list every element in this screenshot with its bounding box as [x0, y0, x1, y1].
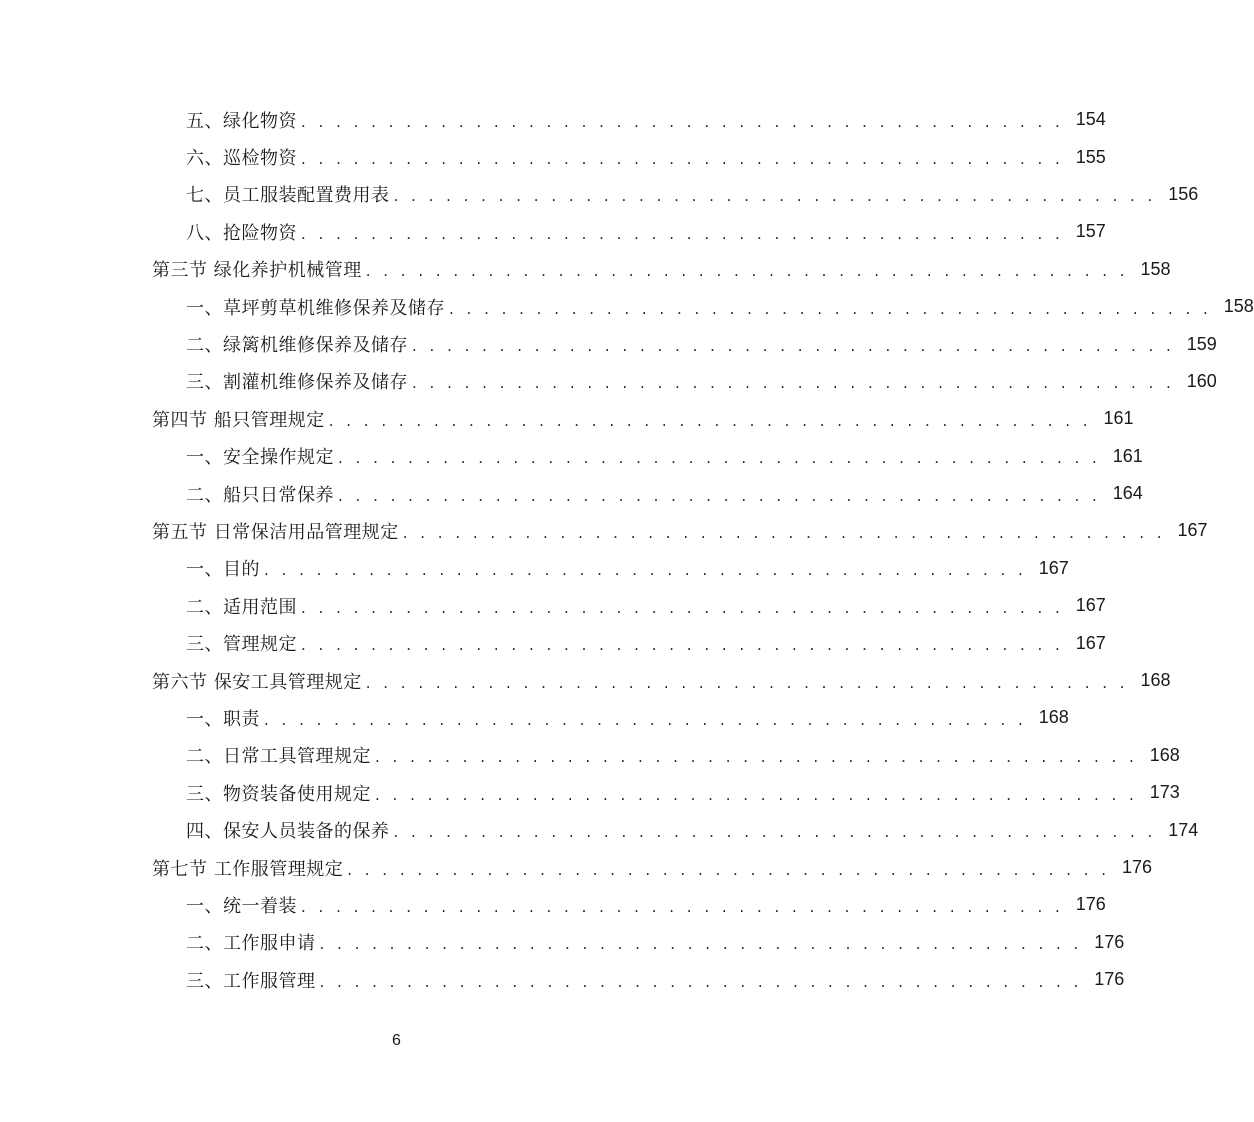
toc-entry[interactable]: [0, 213, 1106, 250]
toc-entry-title: 一、统一着装: [186, 895, 297, 917]
toc-entry[interactable]: [0, 774, 1180, 811]
toc-entry[interactable]: [0, 325, 1217, 362]
toc-entry[interactable]: [0, 138, 1106, 175]
toc-leader-dots: . . . . . . . . . . . . . . . . . . . . . . . . . . . . . . . . . . . . . . . . . . . .: [449, 299, 1212, 318]
toc-leader-dots: . . . . . . . . . . . . . . . . . . . . . . . . . . . . . . . . . . . . . . . . . . . .: [301, 150, 1064, 169]
toc-entry-page: 176: [1094, 969, 1125, 990]
toc-entry[interactable]: [0, 699, 1069, 736]
toc-entry-page: 167: [1038, 557, 1069, 578]
toc-leader-dots: . . . . . . . . . . . . . . . . . . . . . . . . . . . . . . . . . . . . . . . . . . . .: [347, 860, 1111, 879]
toc-entry-page: 155: [1075, 146, 1106, 167]
toc-entry[interactable]: [0, 737, 1180, 774]
toc-entry-page: 158: [1140, 258, 1171, 279]
toc-entry[interactable]: [0, 886, 1106, 923]
toc-entry-page: 173: [1149, 782, 1180, 803]
toc-section-entry[interactable]: [0, 251, 1171, 288]
toc-leader-dots: . . . . . . . . . . . . . . . . . . . . . . . . . . . . . . . . . . . . . . . . . . . .: [402, 523, 1166, 542]
toc-section-entry[interactable]: [0, 849, 1153, 886]
toc-leader-dots: . . . . . . . . . . . . . . . . . . . . . . . . . . . . . . . . . . . . . . . . . . . .: [393, 823, 1157, 842]
toc-leader-dots: . . . . . . . . . . . . . . . . . . . . . . . . . . . . . . . . . . . . . . . . . . . .: [319, 935, 1083, 954]
toc-entry-page: 167: [1075, 632, 1106, 653]
toc-entry-title: 第七节 工作服管理规定: [152, 858, 344, 880]
toc-entry-title: 一、目的: [186, 559, 260, 581]
toc-leader-dots: . . . . . . . . . . . . . . . . . . . . . . . . . . . . . . . . . . . . . . . . . . . .: [365, 262, 1129, 281]
toc-entry-page: 161: [1103, 408, 1134, 429]
toc-entry-page: 159: [1186, 333, 1217, 354]
toc-entry[interactable]: [0, 550, 1069, 587]
toc-entry[interactable]: [0, 438, 1143, 475]
toc-leader-dots: . . . . . . . . . . . . . . . . . . . . . . . . . . . . . . . . . . . . . . . . . . . .: [375, 785, 1138, 804]
toc-entry-title: 七、员工服装配置费用表: [186, 185, 390, 207]
toc-entry-page: 167: [1075, 595, 1106, 616]
toc-entry-title: 一、职责: [186, 708, 260, 730]
toc-entry-page: 160: [1186, 370, 1217, 391]
toc-entry[interactable]: [0, 363, 1217, 400]
toc-entry-title: 第四节 船只管理规定: [152, 409, 325, 431]
toc-entry-page: 156: [1168, 183, 1199, 204]
toc-entry-title: 三、工作服管理: [186, 970, 316, 992]
toc-entry[interactable]: [0, 288, 1254, 325]
toc-entry-title: 二、工作服申请: [186, 933, 316, 955]
toc-leader-dots: . . . . . . . . . . . . . . . . . . . . . . . . . . . . . . . . . . . . . . . . . . . .: [301, 598, 1064, 617]
toc-entry-title: 八、抢险物资: [186, 222, 297, 244]
toc-entry[interactable]: [0, 101, 1106, 138]
toc-entry-title: 一、草坪剪草机维修保养及储存: [186, 297, 445, 319]
toc-entry-page: 154: [1075, 109, 1106, 130]
toc-leader-dots: . . . . . . . . . . . . . . . . . . . . . . . . . . . . . . . . . . . . . . . . . . . .: [264, 710, 1027, 729]
toc-entry-title: 二、适用范围: [186, 596, 297, 618]
toc-entry-title: 二、船只日常保养: [186, 484, 334, 506]
toc-section-entry[interactable]: [0, 512, 1208, 549]
toc-entry-title: 五、绿化物资: [186, 110, 297, 132]
toc-entry[interactable]: [0, 475, 1143, 512]
toc-entry-title: 一、安全操作规定: [186, 447, 334, 469]
toc-entry-title: 第三节 绿化养护机械管理: [152, 260, 362, 282]
page-number: 6: [392, 1032, 401, 1049]
toc-leader-dots: . . . . . . . . . . . . . . . . . . . . . . . . . . . . . . . . . . . . . . . . . . . .: [328, 411, 1092, 430]
toc-entry-page: 158: [1223, 296, 1254, 317]
toc-entry-title: 三、管理规定: [186, 634, 297, 656]
toc-section-entry[interactable]: [0, 400, 1134, 437]
toc-entry-page: 176: [1094, 931, 1125, 952]
toc-leader-dots: . . . . . . . . . . . . . . . . . . . . . . . . . . . . . . . . . . . . . . . . . . . .: [375, 748, 1138, 767]
toc-entry-title: 四、保安人员装备的保养: [186, 821, 390, 843]
toc-entry-title: 六、巡检物资: [186, 148, 297, 170]
toc-entry-page: 174: [1168, 819, 1199, 840]
toc-leader-dots: . . . . . . . . . . . . . . . . . . . . . . . . . . . . . . . . . . . . . . . . . . . .: [264, 561, 1027, 580]
toc-entry-title: 二、绿篱机维修保养及储存: [186, 335, 408, 357]
toc-entry[interactable]: [0, 924, 1125, 961]
toc-entry-page: 176: [1122, 857, 1153, 877]
toc-entry-page: 168: [1140, 670, 1171, 691]
toc-leader-dots: . . . . . . . . . . . . . . . . . . . . . . . . . . . . . . . . . . . . . . . . . . . .: [301, 224, 1064, 243]
toc-section-entry[interactable]: [0, 662, 1171, 699]
toc-entry-title: 第五节 日常保洁用品管理规定: [152, 521, 399, 543]
toc-entry-page: 168: [1149, 744, 1180, 765]
toc-entry-page: 168: [1038, 707, 1069, 728]
toc-leader-dots: . . . . . . . . . . . . . . . . . . . . . . . . . . . . . . . . . . . . . . . . . . . .: [412, 337, 1175, 356]
toc-leader-dots: . . . . . . . . . . . . . . . . . . . . . . . . . . . . . . . . . . . . . . . . . . . .: [319, 972, 1083, 991]
toc-entry[interactable]: [0, 176, 1199, 213]
toc-leader-dots: . . . . . . . . . . . . . . . . . . . . . . . . . . . . . . . . . . . . . . . . . . . .: [301, 897, 1064, 916]
toc-entry-title: 三、割灌机维修保养及储存: [186, 372, 408, 394]
toc-entry-page: 161: [1112, 445, 1143, 466]
toc-entry[interactable]: [0, 587, 1106, 624]
toc-entry-title: 二、日常工具管理规定: [186, 746, 371, 768]
toc-entry-title: 三、物资装备使用规定: [186, 783, 371, 805]
toc-leader-dots: . . . . . . . . . . . . . . . . . . . . . . . . . . . . . . . . . . . . . . . . . . . .: [301, 636, 1064, 655]
toc-leader-dots: . . . . . . . . . . . . . . . . . . . . . . . . . . . . . . . . . . . . . . . . . . . .: [301, 112, 1064, 131]
toc-entry-page: 167: [1177, 520, 1208, 541]
toc-entry[interactable]: [0, 624, 1106, 661]
toc-entry-title: 第六节 保安工具管理规定: [152, 671, 362, 693]
toc-leader-dots: . . . . . . . . . . . . . . . . . . . . . . . . . . . . . . . . . . . . . . . . . . . .: [338, 449, 1101, 468]
toc-leader-dots: . . . . . . . . . . . . . . . . . . . . . . . . . . . . . . . . . . . . . . . . . . . .: [338, 486, 1101, 505]
toc-leader-dots: . . . . . . . . . . . . . . . . . . . . . . . . . . . . . . . . . . . . . . . . . . . .: [393, 187, 1157, 206]
toc-entry[interactable]: [0, 811, 1199, 848]
table-of-contents: [0, 101, 1254, 998]
toc-entry-page: 176: [1075, 894, 1106, 915]
toc-entry[interactable]: [0, 961, 1125, 998]
toc-leader-dots: . . . . . . . . . . . . . . . . . . . . . . . . . . . . . . . . . . . . . . . . . . . .: [365, 673, 1129, 692]
toc-leader-dots: . . . . . . . . . . . . . . . . . . . . . . . . . . . . . . . . . . . . . . . . . . . .: [412, 374, 1175, 393]
toc-entry-page: 157: [1075, 221, 1106, 242]
toc-entry-page: 164: [1112, 483, 1143, 504]
